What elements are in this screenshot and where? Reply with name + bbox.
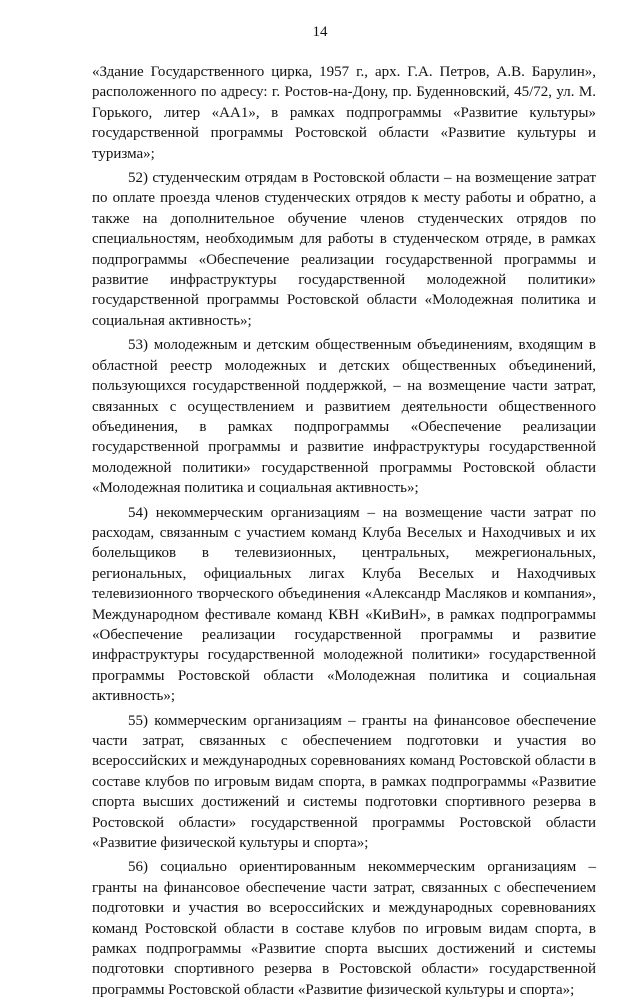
paragraph-item-54: 54) некоммерческим организациям – на возмещение части затрат по расходам, связанным с участием команд Клуба Веселых и Находчивых и их болельщиков в телевизионных, центральных, межрегиональных, региональных, официальных лигах Клуба Веселых и Находчивых телевизионного творческого объединения «Александр Масляков и компания», Международном фестивале команд КВН «КиВиН», в рамках подпрограммы «Обеспечение реализации государственной программы и развитие инфраструктуры государственной молодежной политики» государственной программы Ростовской области «Молодежная политика и социальная активность»;	[92, 504, 596, 705]
paragraph-item-53: 53) молодежным и детским общественным объединениям, входящим в областной реестр молодежных и детских общественных объединений, пользующихся государственной поддержкой, – на возмещение части затрат, связанных с осуществлением и развитием деятельности общественного объединения, в рамках подпрограммы «Обеспечение реализации государственной программы и развитие инфраструктуры государственной молодежной политики» государственной программы Ростовской области «Молодежная политика и социальная активность»;	[92, 337, 596, 497]
paragraph-item-52: 52) студенческим отрядам в Ростовской области – на возмещение затрат по оплате проезда членов студенческих отрядов к месту работы и обратно, а также на дополнительное обучение членов студенческих отрядов по специальностям, необходимым для работы в студенческом отряде, в рамках подпрограммы «Обеспечение реализации государственной программы и развитие инфраструктуры государственной молодежной политики» государственной программы Ростовской области «Молодежная политика и социальная активность»;	[92, 170, 596, 329]
paragraph-item-55: 55) коммерческим организациям – гранты на финансовое обеспечение части затрат, связанных с обеспечением подготовки и участия во всероссийских и международных соревнованиях команд Ростовской области в составе клубов по игровым видам спорта, в рамках подпрограммы «Развитие спорта высших достижений и системы подготовки спортивного резерва в Ростовской области» государственной программы Ростовской области «Развитие физической культуры и спорта»;	[92, 712, 596, 852]
paragraph-continuation: «Здание Государственного цирка, 1957 г., арх. Г.А. Петров, А.В. Барулин», расположенного по адресу: г. Ростов-на-Дону, пр. Буденновский, 45/72, ул. М. Горького, литер «АА1», в рамках подпрограммы «Развитие культуры» государственной программы Ростовской области «Развитие культуры и туризма»;	[92, 64, 596, 162]
page-number: 14	[312, 24, 328, 40]
paragraph-item-56: 56) социально ориентированным некоммерческим организациям – гранты на финансовое обеспечение части затрат, связанных с обеспечением подготовки и участия во всероссийских и международных соревнованиях команд Ростовской области в составе клубов по игровым видам спорта, в рамках подпрограммы «Развитие спорта высших достижений и системы подготовки спортивного резерва в Ростовской области» государственной программы Ростовской области «Развитие физической культуры и спорта»;	[92, 859, 596, 998]
document-body	[92, 62, 596, 1004]
